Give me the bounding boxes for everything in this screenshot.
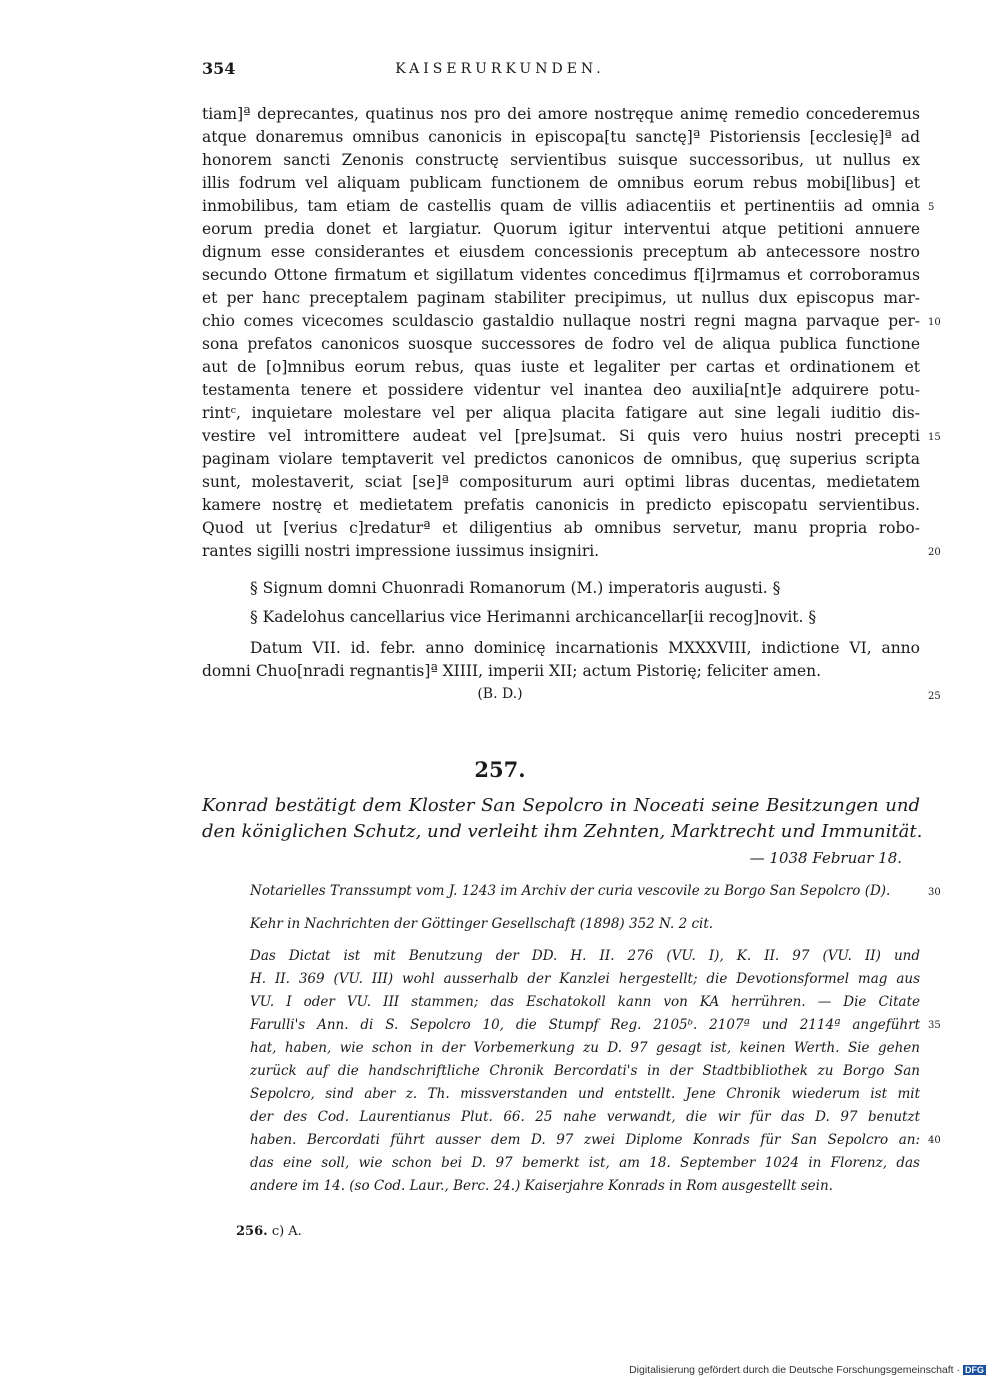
text-line: sona prefatos canonicos suosque successores de fodro vel de aliqua publica functione	[202, 335, 920, 353]
literature-note: Kehr in Nachrichten der Göttinger Gesellschaft (1898) 352 N. 2 cit.	[250, 916, 714, 932]
text-line: testamenta tenere et possidere videntur vel inantea deo auxilia[nt]e adquirere potu-	[202, 381, 920, 399]
document-title-line: den königlichen Schutz, und verleiht ihm Zehnten, Marktrecht und Immunität.	[202, 821, 923, 842]
recognition-line: § Kadelohus cancellarius vice Herimanni archicancellar[ii recog]novit. §	[250, 608, 817, 626]
line-number: 15	[928, 432, 941, 443]
dictat-note-line: Das Dictat ist mit Benutzung der DD. H. II. 276 (VU. I), K. II. 97 (VU. II) und	[250, 948, 920, 964]
line-number: 25	[928, 691, 941, 702]
text-line: aut de [o]mnibus eorum rebus, quas iuste et legaliter per cartas et ordinationem et	[202, 358, 920, 376]
dictat-note-line: andere im 14. (so Cod. Laur., Berc. 24.) Kaiserjahre Konrads in Rom ausgestellt sein.	[250, 1178, 833, 1194]
text-line: vestire vel intromittere audeat vel [pre]sumat. Si quis vero huius nostri precepti	[202, 427, 920, 445]
seal-mark: (B. D.)	[477, 686, 523, 702]
dictat-note-line: hat, haben, wie schon in der Vorbemerkung zu D. 97 gesagt ist, keinen Werth. Sie gehen	[250, 1040, 920, 1056]
line-number: 35	[928, 1020, 941, 1031]
digitization-credit	[629, 1364, 986, 1376]
text-line: illis fodrum vel aliquam publicam functionem de omnibus eorum rebus mobi[libus] et	[202, 174, 920, 192]
dfg-logo: DFG	[965, 1365, 984, 1375]
dictat-note-line: das eine soll, wie schon bei D. 97 bemerkt ist, am 18. September 1024 in Florenz, das	[250, 1155, 920, 1171]
text-line: kamere nostrę et medietatem prefatis canonicis in predicto episcopatu servientibus.	[202, 496, 920, 514]
datum-line: Datum VII. id. febr. anno dominicę incarnationis MXXXVIII, indictione VI, anno	[250, 639, 920, 657]
dictat-note-line: H. II. 369 (VU. III) wohl ausserhalb der Kanzlei hergestellt; die Devotionsformel mag aus	[250, 971, 920, 987]
dictat-note-line: VU. I oder VU. III stammen; das Eschatokoll kann von KA herrühren. — Die Citate	[250, 994, 920, 1010]
line-number: 10	[928, 317, 941, 328]
dictat-note-line: zurück auf die handschriftliche Chronik Bercordati's in der Stadtbibliothek zu Borgo San	[250, 1063, 920, 1079]
dictat-note-line: der des Cod. Laurentianus Plut. 66. 25 nahe verwandt, die wir für das D. 97 benutzt	[250, 1109, 920, 1125]
document-number: 257.	[474, 757, 526, 782]
dictat-note-line: haben. Bercordati führt ausser dem D. 97 zwei Diplome Konrads für San Sepolcro an:	[250, 1132, 920, 1148]
text-line: dignum esse considerantes et eiusdem concessionis preceptum ab antecessore nostro	[202, 243, 920, 261]
running-title: KAISERURKUNDEN.	[395, 61, 605, 77]
text-line: sunt, molestaverit, sciat [se]ª compositurum auri optimi libras ducentas, medietatem	[202, 473, 920, 491]
text-line: inmobilibus, tam etiam de castellis quam de villis adiacentiis et pertinentiis ad omnia	[202, 197, 920, 215]
text-line: Quod ut [verius c]redaturª et diligentius ab omnibus servetur, manu propria robo-	[202, 519, 920, 537]
line-number: 5	[928, 202, 935, 213]
text-line: secundo Ottone firmatum et sigillatum videntes concedimus f[i]rmamus et corroboramus	[202, 266, 920, 284]
dictat-note-line: Sepolcro, sind aber z. Th. missverstanden und entstellt. Jene Chronik wiederum ist mit	[250, 1086, 920, 1102]
text-line: chio comes vicecomes sculdascio gastaldio nullaque nostri regni magna parvaque per-	[202, 312, 920, 330]
line-number: 20	[928, 547, 941, 558]
transmission-note: Notarielles Transsumpt vom J. 1243 im Archiv der curia vescovile zu Borgo San Sepolcro (D).	[250, 883, 891, 899]
text-line: atque donaremus omnibus canonicis in episcopa[tu sanctę]ª Pistoriensis [ecclesię]ª ad	[202, 128, 920, 146]
footnote-ref: 256.	[236, 1224, 268, 1239]
dictat-note-line: Farulli's Ann. di S. Sepolcro 10, die Stumpf Reg. 2105ᵇ. 2107ª und 2114ª angeführt	[250, 1017, 920, 1033]
text-line: et per hanc preceptalem paginam stabiliter precipimus, ut nullus dux episcopus mar-	[202, 289, 920, 307]
footnote-text: c) A.	[271, 1224, 302, 1239]
text-line: rintᶜ, inquietare molestare vel per aliqua placita fatigare aut sine legali iuditio dis-	[202, 404, 920, 422]
digitization-credit-text: Digitalisierung gefördert durch die Deutsche Forschungsgemeinschaft ·	[629, 1364, 960, 1376]
footnote	[236, 1224, 302, 1239]
text-line: tiam]ª deprecantes, quatinus nos pro dei amore nostręque animę remedio concederemus	[202, 105, 920, 123]
line-number: 40	[928, 1135, 941, 1146]
text-line: rantes sigilli nostri impressione iussimus insigniri.	[202, 542, 600, 560]
document-date: — 1038 Februar 18.	[749, 849, 902, 867]
text-line: honorem sancti Zenonis constructę servientibus suisque successoribus, ut nullus ex	[202, 151, 920, 169]
text-line: eorum predia donet et largiatur. Quorum igitur interventui atque petitioni annuere	[202, 220, 920, 238]
document-title-line: Konrad bestätigt dem Kloster San Sepolcro in Noceati seine Besitzungen und	[202, 795, 920, 816]
datum-line: domni Chuo[nradi regnantis]ª XIIII, imperii XII; actum Pistorię; feliciter amen.	[202, 662, 822, 680]
signum-line: § Signum domni Chuonradi Romanorum (M.) imperatoris augusti. §	[250, 579, 781, 597]
line-number: 30	[928, 887, 941, 898]
page-number: 354	[202, 59, 236, 78]
text-line: paginam violare temptaverit vel predictos canonicos de omnibus, quę superius scripta	[202, 450, 920, 468]
